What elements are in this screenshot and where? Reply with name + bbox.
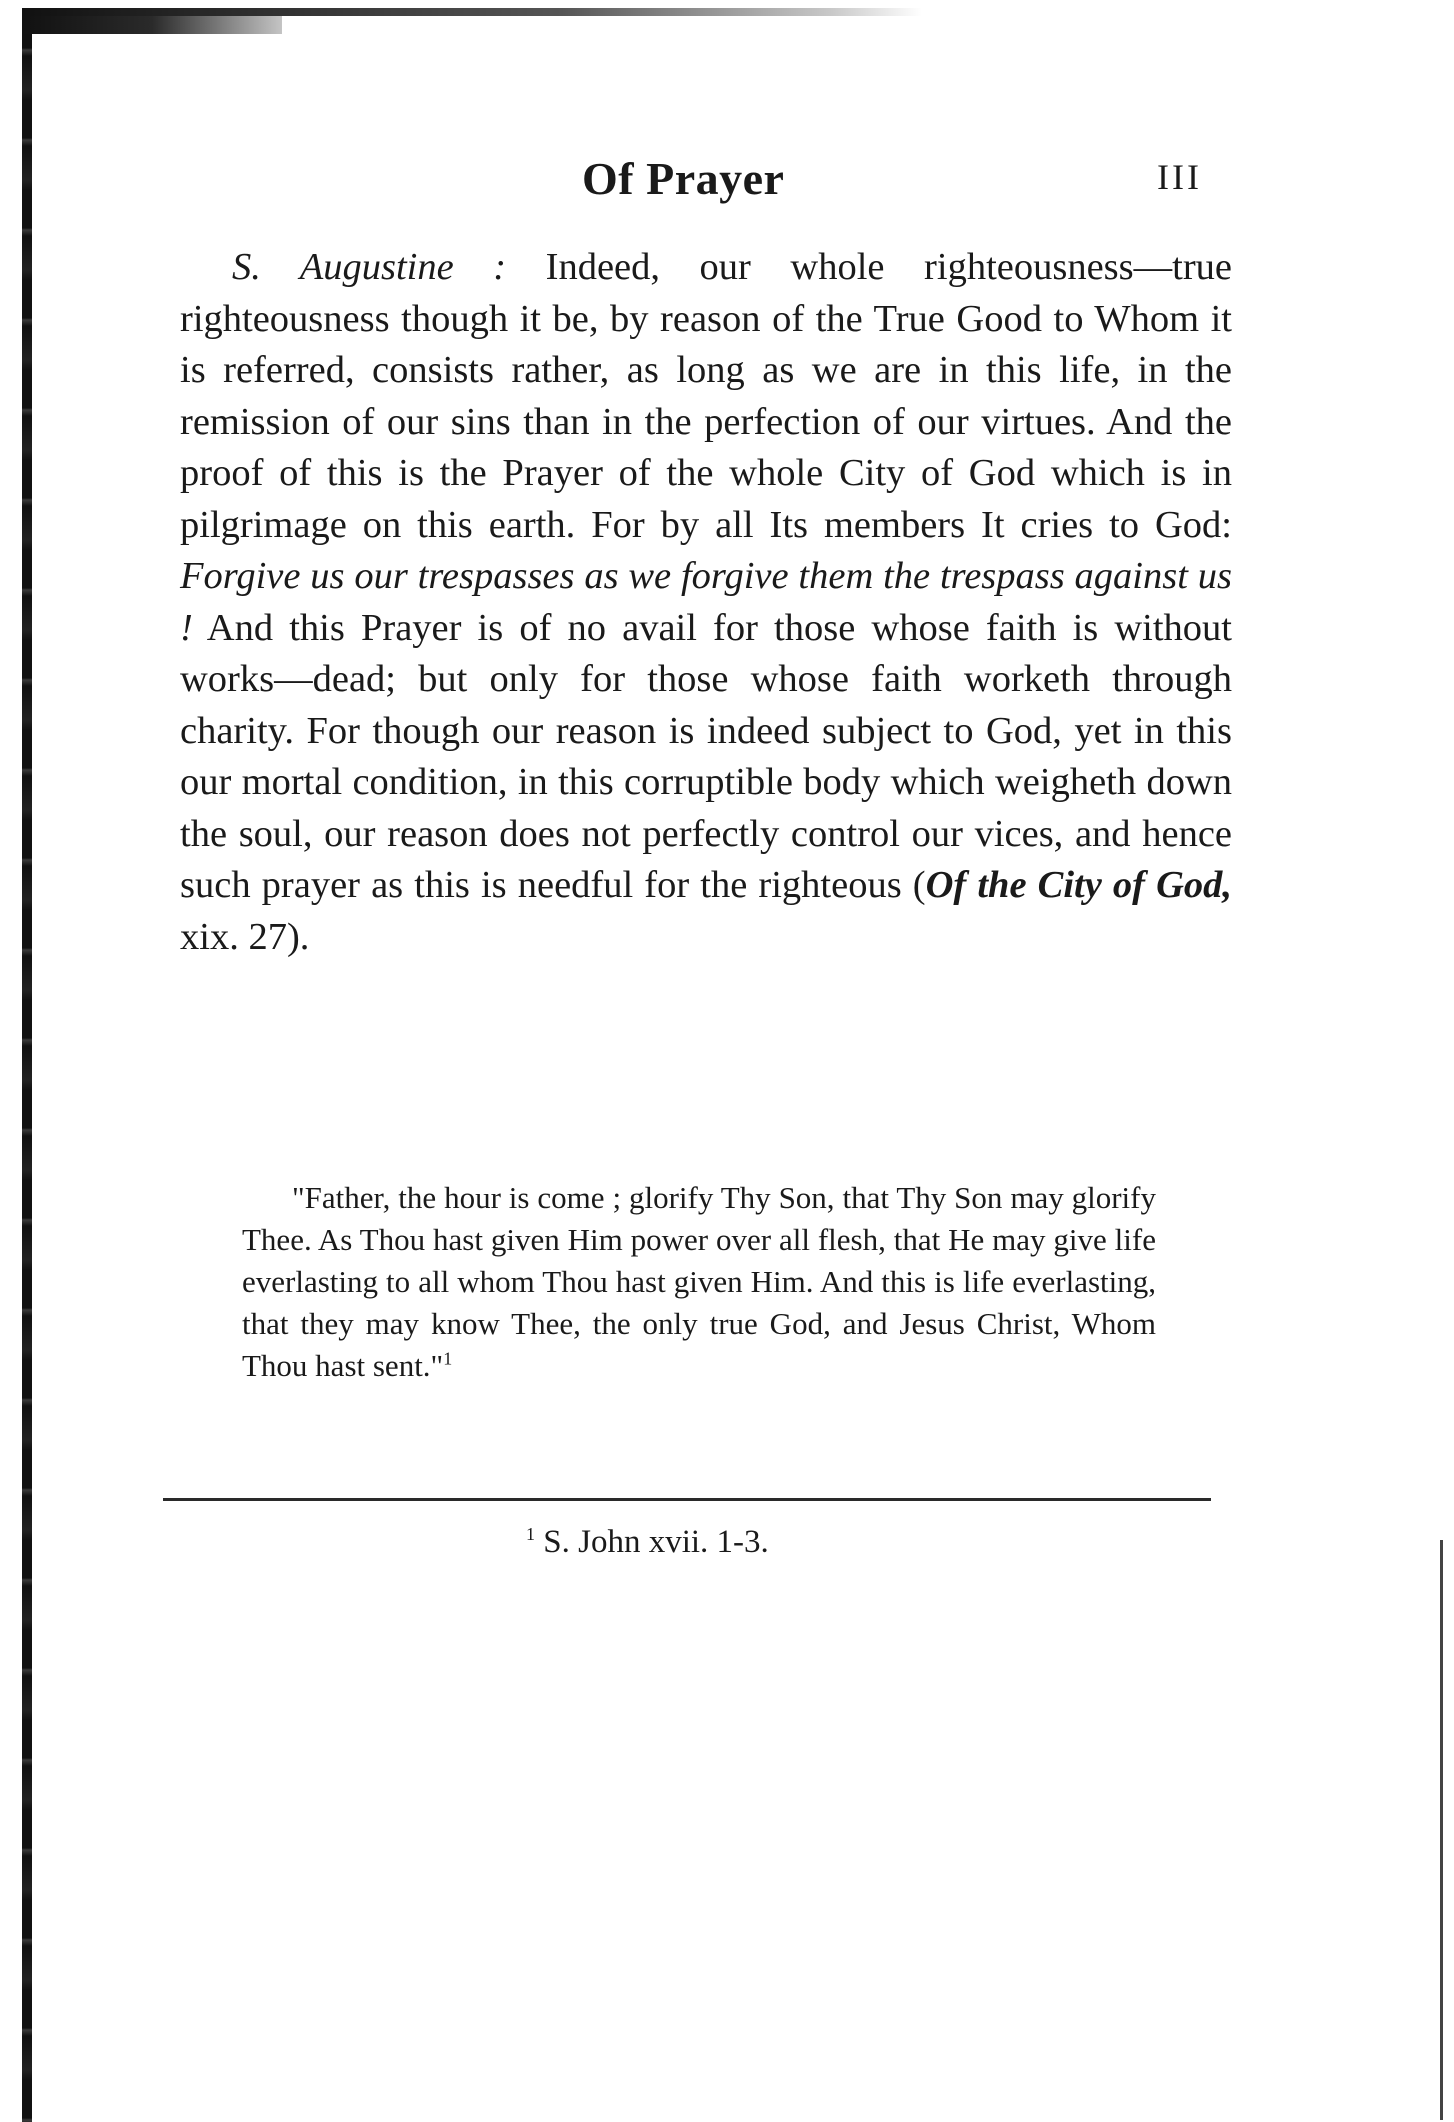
- prayer-quote: Forgive us our trespasses as we forgive them the trespass against us !: [180, 555, 1232, 649]
- main-paragraph: [180, 242, 1232, 963]
- page-title: Of Prayer: [582, 153, 785, 204]
- quote-text: "Father, the hour is come ; glorify Thy Son, that Thy Son may glorify Thee. As Thou hast given Him power over all flesh, that He may give life everlasting to all whom Thou hast given Him. And this is life everlasting, that they may know Thee, the only true God, and Jesus Christ, Whom Thou hast sent.": [242, 1180, 1156, 1383]
- augustine-paragraph: [180, 242, 1232, 963]
- paragraph-text-1: Indeed, our whole righteousness—true righteousness though it be, by reason of the True Good to Whom it is referred, consists rather, as long as we are in this life, in the remission of our sins than in the perfection of our virtues. And the proof of this is the Prayer of the whole City of God which is in pilgrimage on this earth. For by all Its members It cries to God:: [180, 246, 1232, 546]
- scan-left-edge: [22, 10, 32, 2122]
- page-number: III: [1157, 157, 1202, 197]
- scan-top-corner: [22, 16, 282, 34]
- scan-top-edge: [22, 8, 922, 16]
- quote-footnote-marker: 1: [443, 1348, 453, 1369]
- scripture-quote-text: [242, 1177, 1156, 1387]
- paragraph-text-2: And this Prayer is of no avail for those whose faith is without works—dead; but only for those whose faith worketh through charity. For though our reason is indeed subject to God, yet in this our mortal condition, in this corruptible body which weigheth down the soul, our reason does not perfectly control our vices, and hence such prayer as this is needful for the righteous (: [180, 606, 1232, 906]
- running-head: [0, 152, 1454, 212]
- footnote-text: S. John xvii. 1-3.: [543, 1524, 769, 1560]
- scan-right-edge: [1440, 1540, 1443, 2120]
- footnote-marker: 1: [526, 1524, 535, 1544]
- footnote: [526, 1520, 769, 1564]
- footnote-divider: [163, 1498, 1211, 1501]
- citation-title: Of the City of God,: [925, 864, 1232, 906]
- speaker-name: S. Augustine :: [232, 246, 507, 288]
- citation-ref: xix. 27).: [180, 915, 310, 958]
- scripture-quote: [242, 1177, 1156, 1387]
